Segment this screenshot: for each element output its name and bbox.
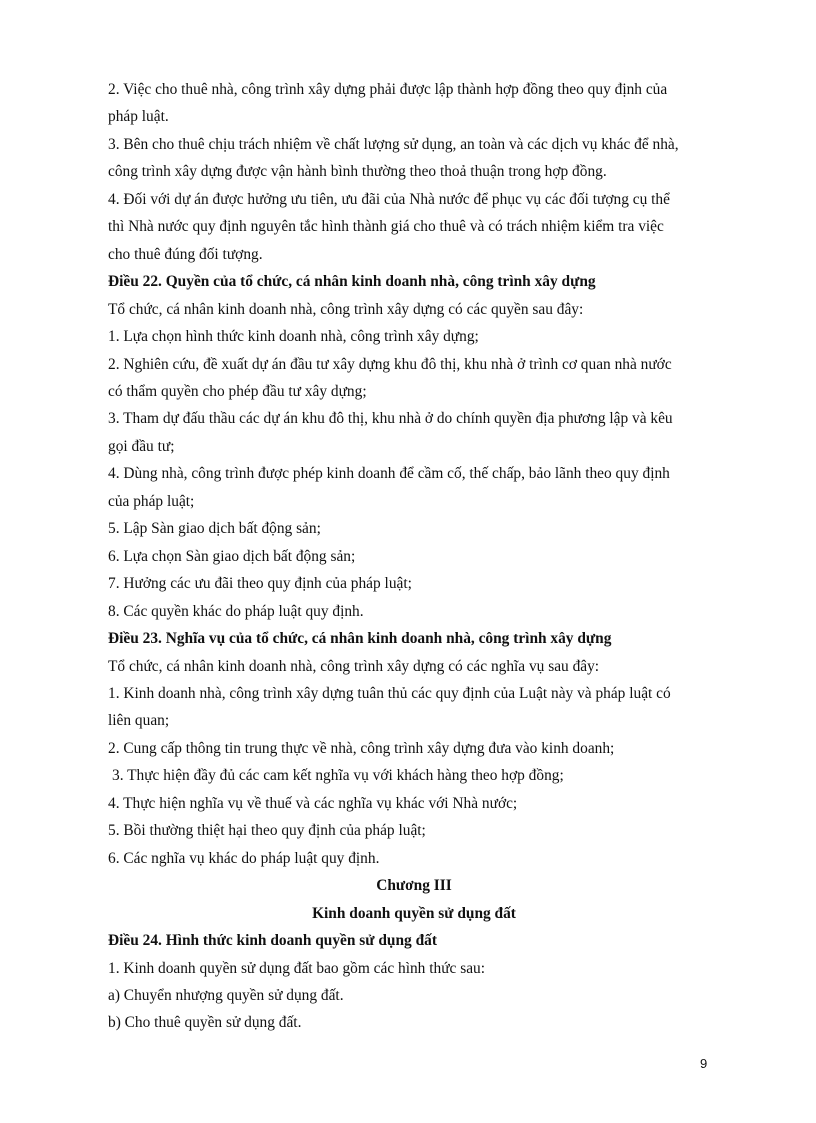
article-23-item-2: 2. Cung cấp thông tin trung thực về nhà, công trình xây dựng đưa vào kinh doanh; <box>108 739 615 757</box>
article-23-item-4: 4. Thực hiện nghĩa vụ về thuế và các nghĩa vụ khác với Nhà nước; <box>108 794 518 812</box>
chapter-subtitle: Kinh doanh quyền sử dụng đất <box>312 904 516 922</box>
article-22-item-5: 5. Lập Sàn giao dịch bất động sản; <box>108 520 321 538</box>
article-22-item-3-line-2: gọi đầu tư; <box>108 437 175 455</box>
article-23-item-1-line-1: 1. Kinh doanh nhà, công trình xây dựng tuân thủ các quy định của Luật này và pháp luật có <box>108 684 671 702</box>
article-22-item-4-line-2: của pháp luật; <box>108 492 195 510</box>
article-22-heading: Điều 22. Quyền của tổ chức, cá nhân kinh doanh nhà, công trình xây dựng <box>108 273 596 291</box>
article-22-item-1: 1. Lựa chọn hình thức kinh doanh nhà, công trình xây dựng; <box>108 328 479 346</box>
article-24-item-b: b) Cho thuê quyền sử dụng đất. <box>108 1014 302 1032</box>
article-22-intro: Tổ chức, cá nhân kinh doanh nhà, công trình xây dựng có các quyền sau đây: <box>108 300 584 318</box>
clause-2-line-2: pháp luật. <box>108 108 169 126</box>
clause-4-line-1: 4. Đối với dự án được hưởng ưu tiên, ưu đãi của Nhà nước để phục vụ các đối tượng cụ thể <box>108 190 670 208</box>
article-23-item-1-line-2: liên quan; <box>108 712 170 730</box>
article-22-item-7: 7. Hưởng các ưu đãi theo quy định của pháp luật; <box>108 575 412 593</box>
article-24-item-a: a) Chuyển nhượng quyền sử dụng đất. <box>108 986 344 1004</box>
article-22-item-3-line-1: 3. Tham dự đấu thầu các dự án khu đô thị, khu nhà ở do chính quyền địa phương lập và kêu <box>108 410 673 428</box>
article-23-intro: Tổ chức, cá nhân kinh doanh nhà, công trình xây dựng có các nghĩa vụ sau đây: <box>108 657 600 675</box>
page-number: 9 <box>700 1056 708 1071</box>
article-22-item-6: 6. Lựa chọn Sàn giao dịch bất động sản; <box>108 547 356 565</box>
article-24-heading: Điều 24. Hình thức kinh doanh quyền sử dụng đất <box>108 932 437 950</box>
article-22-item-2-line-2: có thẩm quyền cho phép đầu tư xây dựng; <box>108 382 367 400</box>
clause-4-line-3: cho thuê đúng đối tượng. <box>108 245 263 263</box>
article-24-item-1: 1. Kinh doanh quyền sử dụng đất bao gồm các hình thức sau: <box>108 959 486 977</box>
clause-4-line-2: thì Nhà nước quy định nguyên tắc hình thành giá cho thuê và có trách nhiệm kiểm tra việc <box>108 218 664 236</box>
clause-3-line-1: 3. Bên cho thuê chịu trách nhiệm về chất lượng sử dụng, an toàn và các dịch vụ khác để nhà, <box>108 135 679 153</box>
article-23-heading: Điều 23. Nghĩa vụ của tổ chức, cá nhân kinh doanh nhà, công trình xây dựng <box>108 630 612 648</box>
article-23-item-3: 3. Thực hiện đầy đủ các cam kết nghĩa vụ với khách hàng theo hợp đồng; <box>112 767 564 785</box>
clause-3-line-2: công trình xây dựng được vận hành bình thường theo thoả thuận trong hợp đồng. <box>108 163 607 181</box>
article-22-item-4-line-1: 4. Dùng nhà, công trình được phép kinh doanh để cầm cố, thế chấp, bảo lãnh theo quy định <box>108 465 670 483</box>
article-22-item-8: 8. Các quyền khác do pháp luật quy định. <box>108 602 364 620</box>
article-23-item-6: 6. Các nghĩa vụ khác do pháp luật quy định. <box>108 849 380 867</box>
document-body <box>108 76 720 1037</box>
clause-2-line-1: 2. Việc cho thuê nhà, công trình xây dựng phải được lập thành hợp đồng theo quy định của <box>108 81 668 98</box>
chapter-title: Chương III <box>376 877 452 895</box>
article-23-item-5: 5. Bồi thường thiệt hại theo quy định của pháp luật; <box>108 822 426 840</box>
article-22-item-2-line-1: 2. Nghiên cứu, đề xuất dự án đầu tư xây dựng khu đô thị, khu nhà ở trình cơ quan nhà nước <box>108 355 672 373</box>
